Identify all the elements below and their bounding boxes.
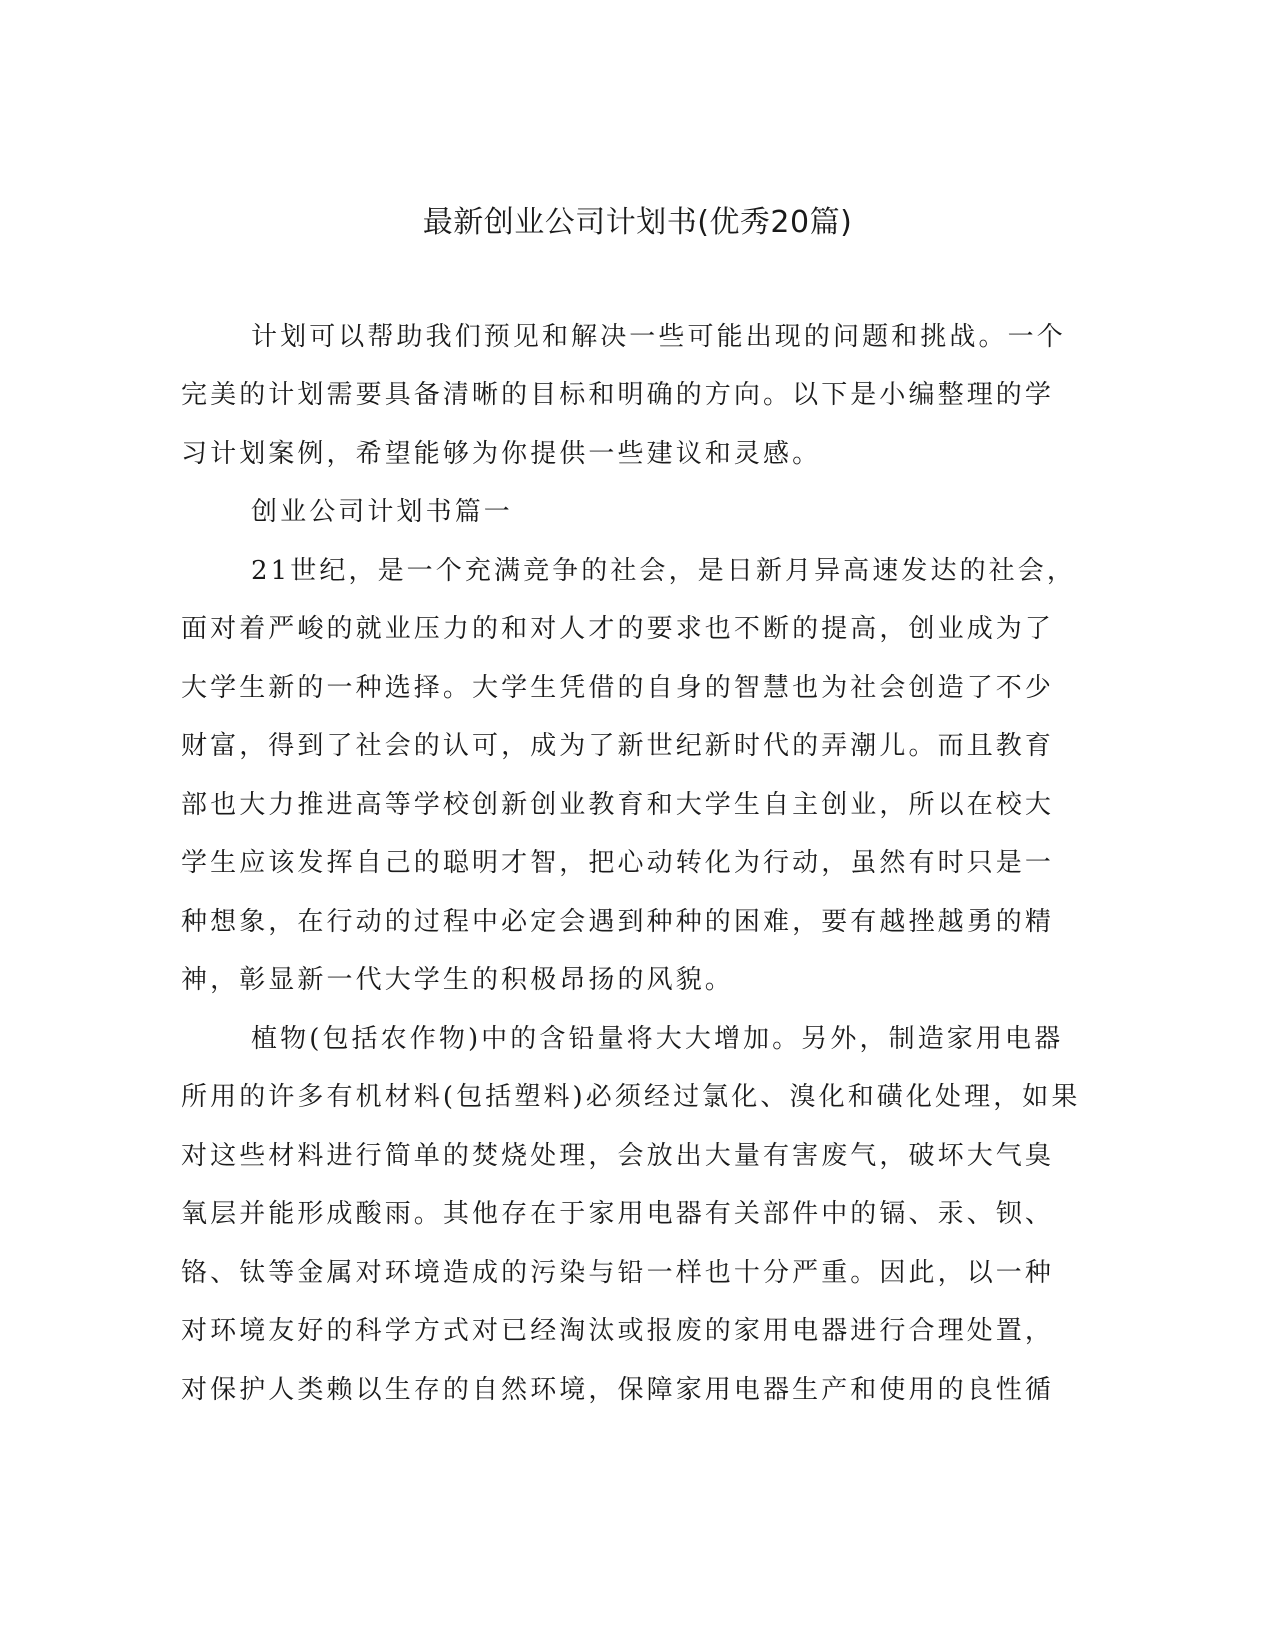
paragraph-line: 习计划案例，希望能够为你提供一些建议和灵感。 (181, 439, 822, 469)
paragraph-line: 部也大力推进高等学校创新创业教育和大学生自主创业，所以在校大 (181, 790, 1055, 820)
paragraph-line: 植物(包括农作物)中的含铅量将大大增加。另外，制造家用电器 (251, 1024, 1064, 1054)
paragraph-line: 种想象，在行动的过程中必定会遇到种种的困难，要有越挫越勇的精 (181, 907, 1055, 937)
document-title: 最新创业公司计划书(优秀20篇) (422, 205, 853, 240)
paragraph-line: 完美的计划需要具备清晰的目标和明确的方向。以下是小编整理的学 (181, 380, 1055, 410)
paragraph-line: 财富，得到了社会的认可，成为了新世纪新时代的弄潮儿。而且教育 (181, 731, 1055, 761)
paragraph-line: 所用的许多有机材料(包括塑料)必须经过氯化、溴化和磺化处理，如果 (181, 1082, 1081, 1112)
paragraph-line: 面对着严峻的就业压力的和对人才的要求也不断的提高，创业成为了 (181, 614, 1055, 644)
paragraph-line: 计划可以帮助我们预见和解决一些可能出现的问题和挑战。一个 (251, 322, 1066, 352)
paragraph-line: 铬、钛等金属对环境造成的污染与铅一样也十分严重。因此，以一种 (181, 1258, 1055, 1288)
paragraph-line: 氧层并能形成酸雨。其他存在于家用电器有关部件中的镉、汞、钡、 (181, 1199, 1055, 1229)
paragraph-line: 神，彰显新一代大学生的积极昂扬的风貌。 (181, 965, 734, 995)
paragraph-line: 学生应该发挥自己的聪明才智，把心动转化为行动，虽然有时只是一 (181, 848, 1055, 878)
section-heading: 创业公司计划书篇一 (251, 497, 513, 527)
paragraph-line: 对这些材料进行简单的焚烧处理，会放出大量有害废气，破坏大气臭 (181, 1141, 1055, 1171)
paragraph-line: 21世纪，是一个充满竞争的社会，是日新月异高速发达的社会， (251, 556, 1076, 586)
paragraph-line: 对环境友好的科学方式对已经淘汰或报废的家用电器进行合理处置， (181, 1316, 1055, 1346)
paragraph-line: 对保护人类赖以生存的自然环境，保障家用电器生产和使用的良性循 (181, 1375, 1055, 1405)
paragraph-line: 大学生新的一种选择。大学生凭借的自身的智慧也为社会创造了不少 (181, 673, 1055, 703)
